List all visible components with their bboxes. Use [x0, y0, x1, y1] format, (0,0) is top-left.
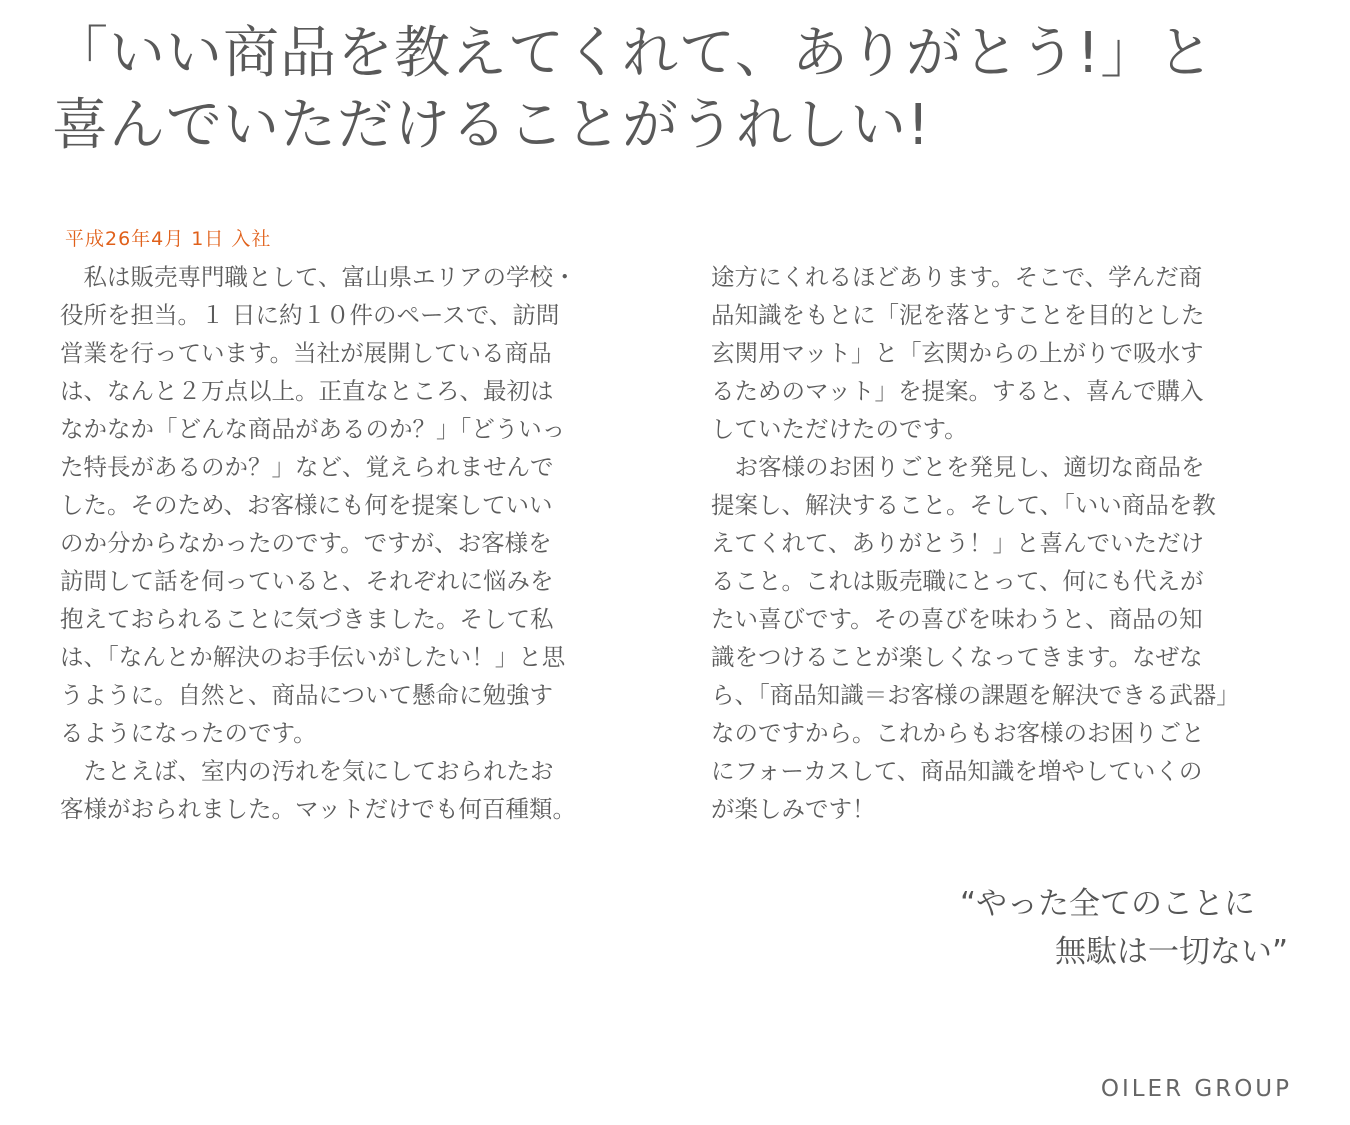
- body-line: 抱えておられることに気づきました。そして私: [60, 605, 554, 633]
- body-line: した。そのため、お客様にも何を提案していい: [60, 491, 553, 519]
- join-date: 平成26年4月 1日 入社: [65, 228, 272, 250]
- body-column-left: [60, 258, 650, 828]
- body-line: た特長があるのか？」など、覚えられませんで: [60, 453, 554, 481]
- body-line: が楽しみです！: [711, 795, 876, 823]
- motto-line-2: 無駄は一切ない”: [1055, 934, 1289, 970]
- company-logo: OILER GROUP: [1100, 1076, 1292, 1102]
- body-line: 品知識をもとに「泥を落とすことを目的とした: [711, 301, 1205, 329]
- body-line: 営業を行っています。当社が展開している商品: [60, 339, 552, 367]
- body-line: 識をつけることが楽しくなってきます。なぜな: [711, 643, 1203, 671]
- headline: [52, 18, 1214, 162]
- body-line: るようになったのです。: [60, 719, 317, 747]
- headline-line-2: 喜んでいただけることがうれしい!: [52, 93, 931, 158]
- body-line: うように。自然と、商品について懸命に勉強す: [60, 681, 554, 709]
- body-line: のか分からなかったのです。ですが、お客様を: [60, 529, 552, 557]
- body-line: るためのマット」を提案。すると、喜んで購入: [711, 377, 1204, 405]
- body-line: は、「なんとか解決のお手伝いがしたい！」と思: [60, 643, 566, 671]
- headline-line-1: 「いい商品を教えてくれて、ありがとう!」と: [52, 21, 1215, 86]
- motto-quote: [960, 880, 1290, 976]
- body-line: お客様のお困りごとを発見し、適切な商品を: [711, 453, 1205, 481]
- body-line: 役所を担当。１ 日に約１０件のペースで、訪問: [60, 301, 560, 329]
- motto-line-1: “やった全てのことに: [960, 886, 1256, 922]
- body-line: していただけたのです。: [711, 415, 968, 443]
- body-line: なのですから。これからもお客様のお困りごと: [711, 719, 1205, 747]
- body-column-right: [711, 258, 1301, 828]
- body-line: 玄関用マット」と「玄関からの上がりで吸水す: [711, 339, 1204, 367]
- body-line: 私は販売専門職として、富山県エリアの学校・: [60, 263, 577, 291]
- body-line: ら、「商品知識＝お客様の課題を解決できる武器」: [711, 681, 1240, 709]
- body-line: 途方にくれるほどあります。そこで、学んだ商: [711, 263, 1203, 291]
- body-line: たとえば、室内の汚れを気にしておられたお: [60, 757, 554, 785]
- body-line: なかなか「どんな商品があるのか？」「どういっ: [60, 415, 566, 443]
- body-line: ること。これは販売職にとって、何にも代えが: [711, 567, 1204, 595]
- body-line: たい喜びです。その喜びを味わうと、商品の知: [711, 605, 1203, 633]
- body-line: 提案し、解決すること。そして、「いい商品を教: [711, 491, 1216, 519]
- body-line: は、なんと２万点以上。正直なところ、最初は: [60, 377, 554, 405]
- body-line: えてくれて、ありがとう！」と喜んでいただけ: [711, 529, 1205, 557]
- body-line: にフォーカスして、商品知識を増やしていくの: [711, 757, 1203, 785]
- body-line: 訪問して話を伺っていると、それぞれに悩みを: [60, 567, 554, 595]
- body-line: 客様がおられました。マットだけでも何百種類。: [60, 795, 577, 823]
